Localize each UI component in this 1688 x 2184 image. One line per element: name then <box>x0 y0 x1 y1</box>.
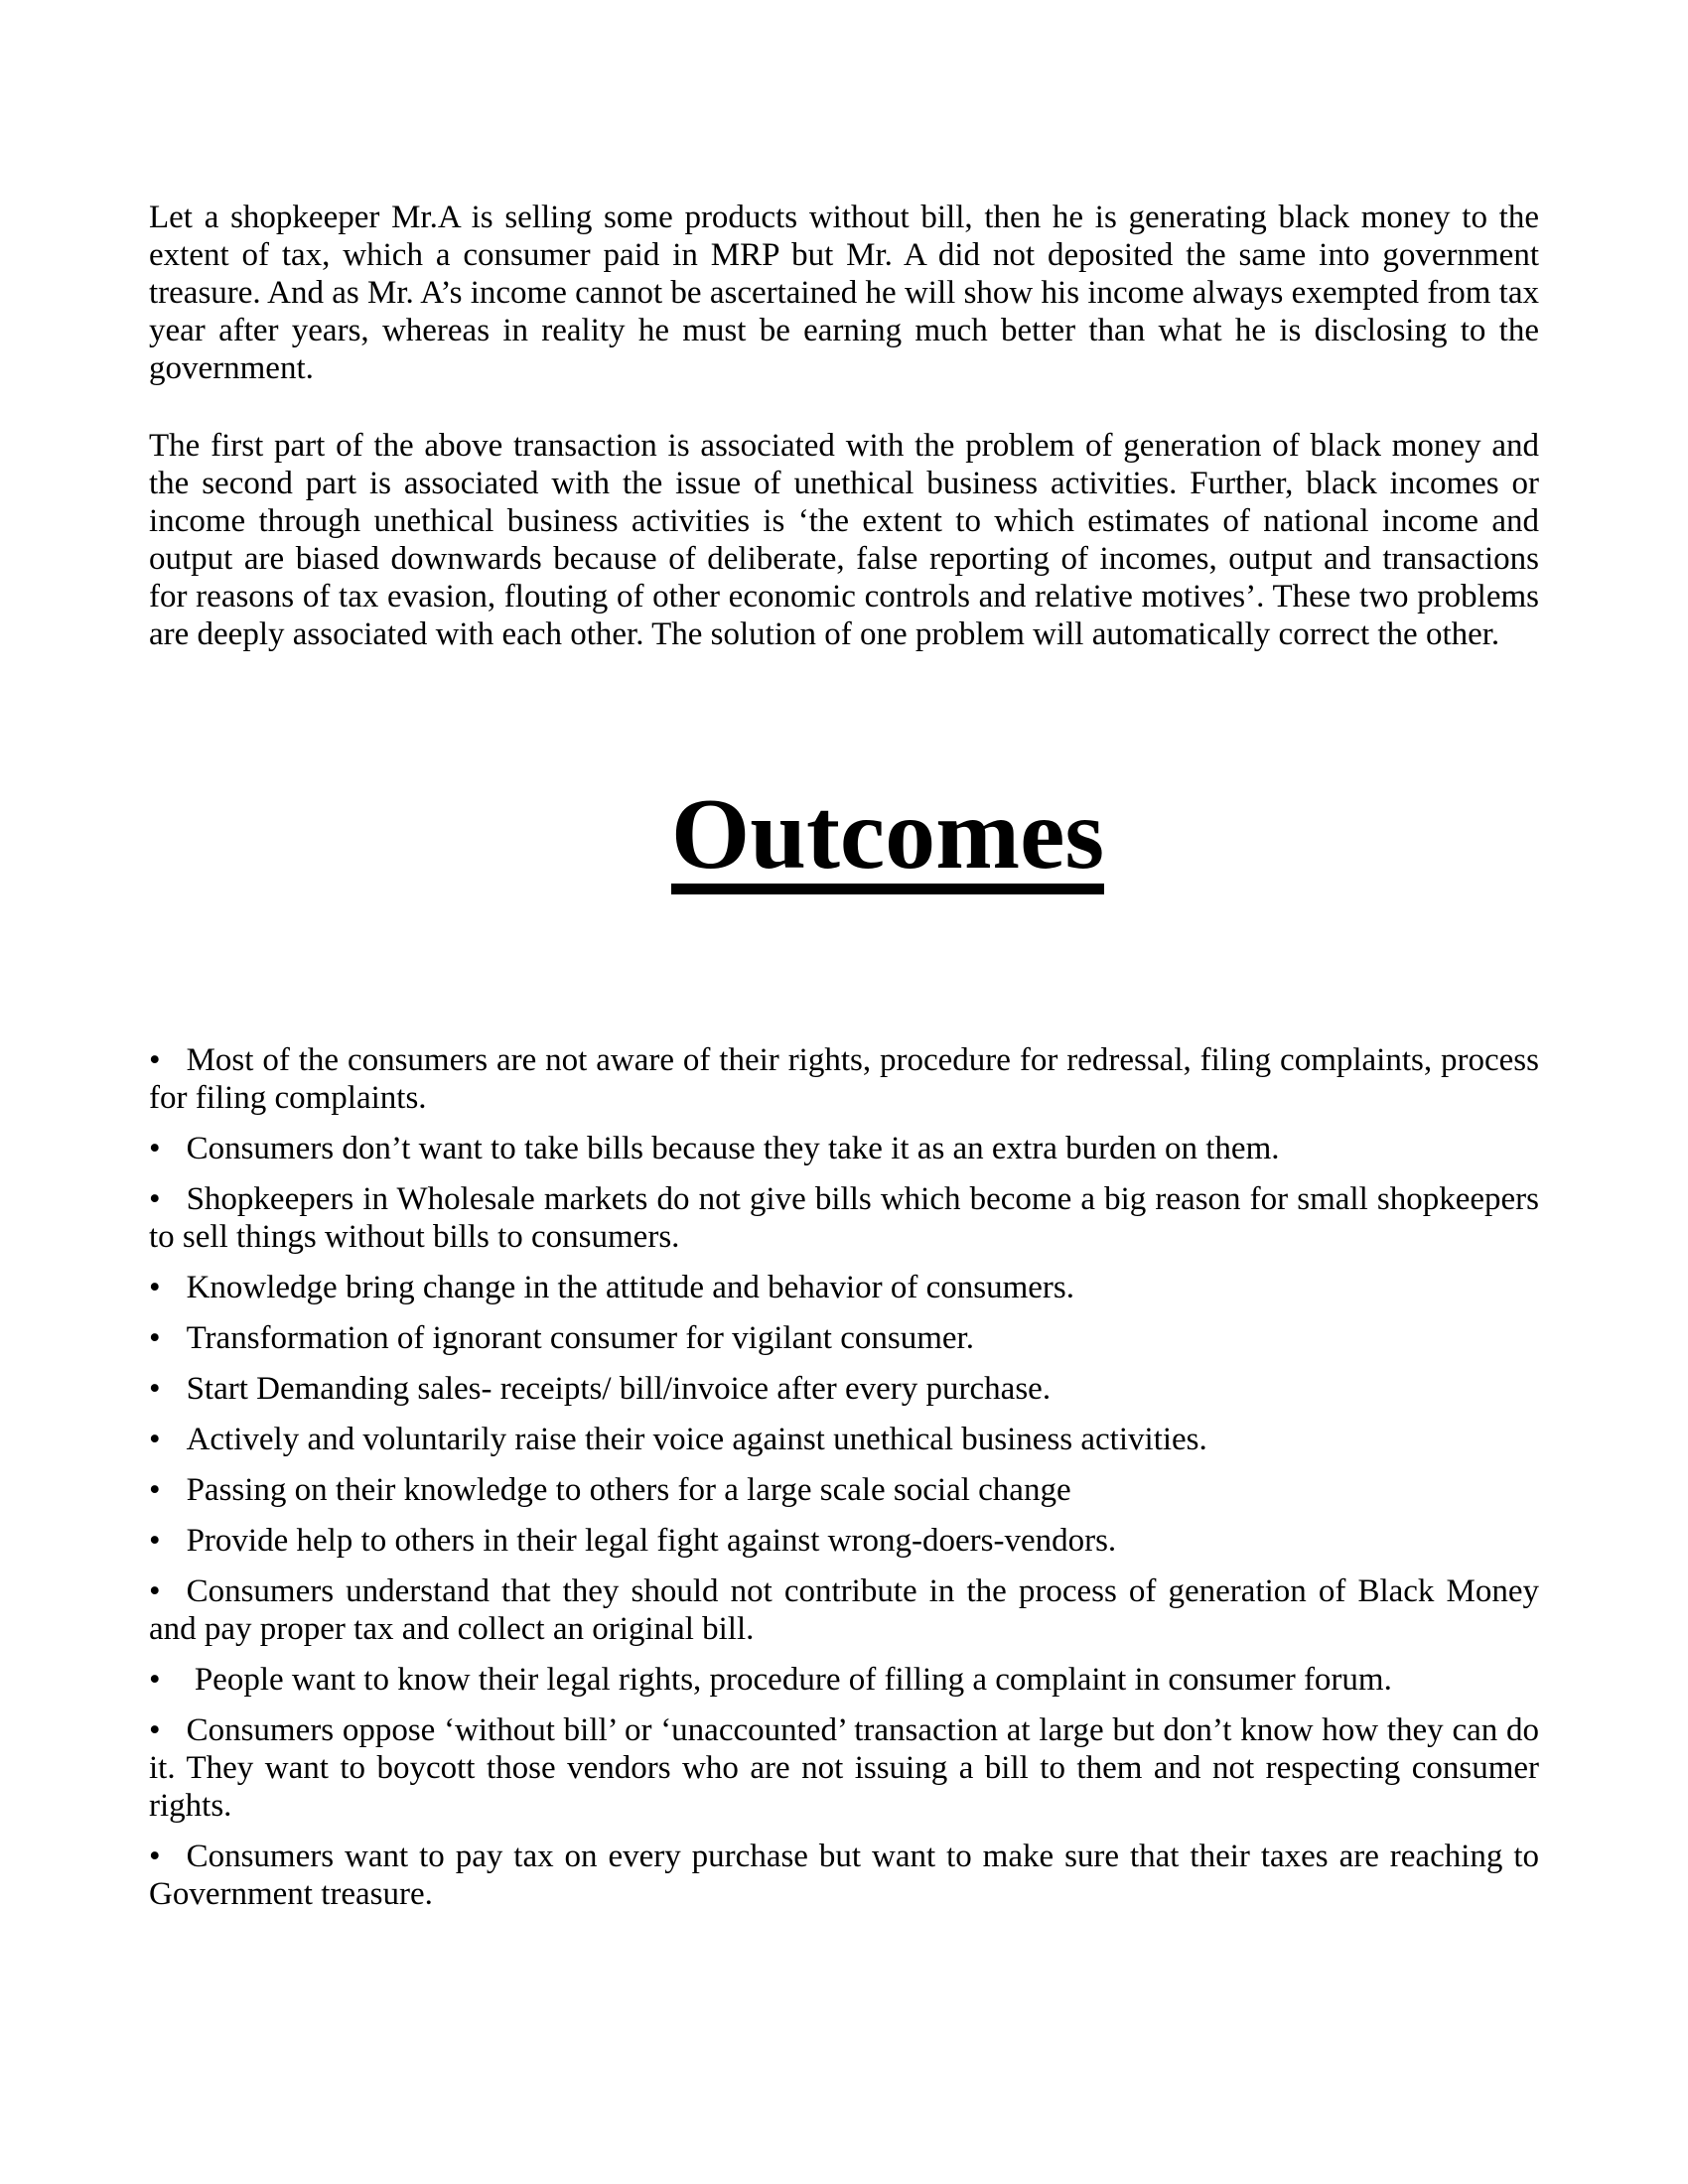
bullet-icon: • <box>149 1041 161 1078</box>
list-item <box>149 1180 1539 1256</box>
list-item <box>149 1522 1539 1560</box>
paragraph-transaction: The first part of the above transaction is associated with the problem of generation of black money and the second part is associated with the issue of unethical business activities. Further, black incomes or income through unethical business activities is ‘the extent to which estimates of national income and output are biased downwards because of deliberate, false reporting of incomes, output and transactions for reasons of tax evasion, flouting of other economic controls and relative motives’. These two problems are deeply associated with each other. The solution of one problem will automatically correct the other. <box>149 428 1539 652</box>
outcomes-list <box>149 1041 1539 1913</box>
list-item-text: People want to know their legal rights, procedure of filling a complaint in consumer forum. <box>186 1661 1392 1698</box>
list-item <box>149 1370 1539 1408</box>
list-item-text: Consumers want to pay tax on every purchase but want to make sure that their taxes are reaching to Government treasure. <box>149 1838 1539 1912</box>
bullet-icon: • <box>149 1572 161 1609</box>
list-item-text: Consumers oppose ‘without bill’ or ‘unaccounted’ transaction at large but don’t know how they can do it. They want to boycott those vendors who are not issuing a bill to them and not respecting consumer rights. <box>149 1711 1539 1824</box>
bullet-icon: • <box>149 1471 161 1508</box>
heading-underlined-text: Outcomes <box>671 787 1104 894</box>
bullet-icon: • <box>149 1711 161 1748</box>
list-item <box>149 1319 1539 1357</box>
list-item-text: Knowledge bring change in the attitude and behavior of consumers. <box>186 1269 1074 1305</box>
list-item <box>149 1661 1539 1699</box>
list-item <box>149 1269 1539 1306</box>
list-item <box>149 1471 1539 1509</box>
paragraph-black-money: Let a shopkeeper Mr.A is selling some products without bill, then he is generating black money to the extent of tax, which a consumer paid in MRP but Mr. A did not deposited the same into government treasure. And as Mr. A’s income cannot be ascertained he will show his income always exempted from tax year after years, whereas in reality he must be earning much better than what he is disclosing to the government. <box>149 200 1539 386</box>
bullet-icon: • <box>149 1522 161 1559</box>
list-item-text: Consumers don’t want to take bills because they take it as an extra burden on them. <box>186 1130 1280 1166</box>
list-item-text: Most of the consumers are not aware of their rights, procedure for redressal, filing complaints, process for filing complaints. <box>149 1041 1539 1116</box>
list-item-text: Shopkeepers in Wholesale markets do not give bills which become a big reason for small shopkeepers to sell things without bills to consumers. <box>149 1180 1539 1255</box>
bullet-icon: • <box>149 1838 161 1874</box>
bullet-icon: • <box>149 1269 161 1305</box>
list-item <box>149 1572 1539 1648</box>
list-item-text: Actively and voluntarily raise their voice against unethical business activities. <box>186 1421 1207 1457</box>
section-heading-outcomes <box>236 778 1539 894</box>
bullet-icon: • <box>149 1180 161 1217</box>
list-item <box>149 1041 1539 1117</box>
bullet-icon: • <box>149 1421 161 1457</box>
bullet-icon: • <box>149 1661 161 1698</box>
list-item-text: Provide help to others in their legal fight against wrong-doers-vendors. <box>186 1522 1117 1559</box>
list-item <box>149 1130 1539 1167</box>
bullet-icon: • <box>149 1130 161 1166</box>
bullet-icon: • <box>149 1319 161 1356</box>
list-item-text: Passing on their knowledge to others for a large scale social change <box>186 1471 1071 1508</box>
list-item <box>149 1711 1539 1825</box>
list-item-text: Consumers understand that they should not contribute in the process of generation of Black Money and pay proper tax and collect an original bill. <box>149 1572 1539 1647</box>
list-item <box>149 1838 1539 1913</box>
list-item <box>149 1421 1539 1458</box>
list-item-text: Start Demanding sales- receipts/ bill/invoice after every purchase. <box>186 1370 1052 1407</box>
list-item-text: Transformation of ignorant consumer for vigilant consumer. <box>186 1319 974 1356</box>
bullet-icon: • <box>149 1370 161 1407</box>
